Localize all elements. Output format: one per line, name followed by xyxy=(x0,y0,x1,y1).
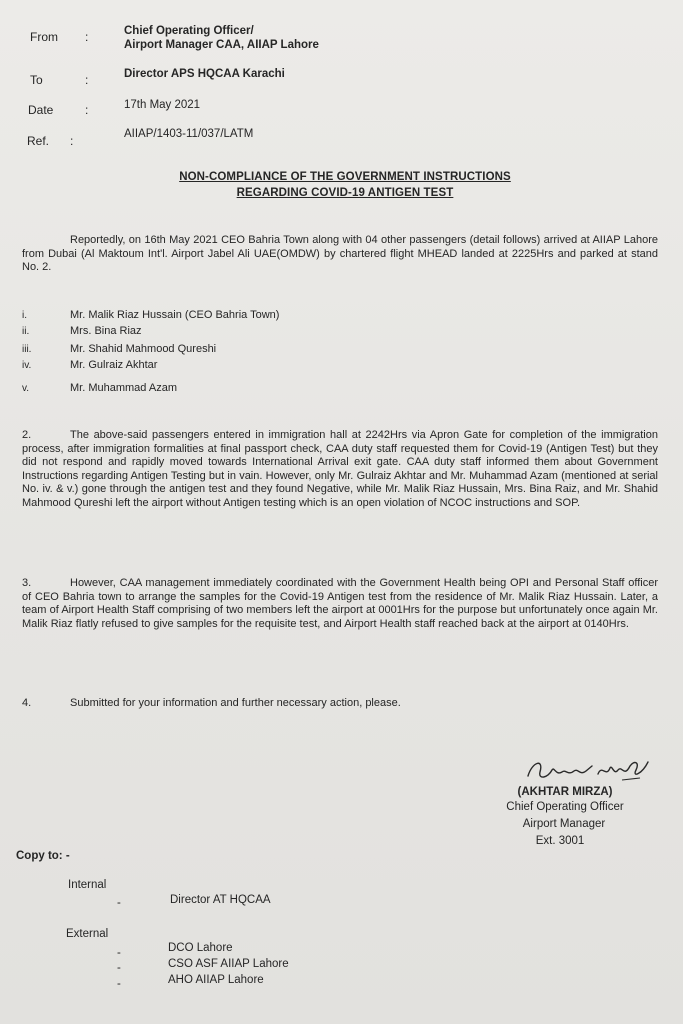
handwritten-signature xyxy=(522,752,657,788)
paragraph-3-number: 3. xyxy=(22,577,32,589)
date-value: 17th May 2021 xyxy=(124,99,201,111)
ref-colon: : xyxy=(70,134,74,148)
from-line-2: Airport Manager CAA, AIIAP Lahore xyxy=(124,39,319,51)
subject-line-2: REGARDING COVID-19 ANTIGEN TEST xyxy=(236,187,454,199)
from-line-1: Chief Operating Officer/ xyxy=(124,25,254,37)
paragraph-2: The above-said passengers entered in immigration hall at 2242Hrs via Apron Gate for completion of the immigration process, after immigration formalities at final passport check, CAA duty staff requested them for Covid-19 (Antigen Test) but they did not respond and rapidly moved towards International Arrival exit gate. CAA duty staff informed them about Government Instructions regarding Antigen Testing but in vain. However, only Mr. Gulraiz Akhtar and Mr. Muhammad Azam (mentioned at serial No. iv. & v.) gone through the antigen test and they found Negative, while Mr. Malik Riaz Hussain, Mrs. Bina Raiz, and Mr. Shahid Mahmood Qureshi left the airport without Antigen testing which is an open violation of NCOC instructions and SOP. xyxy=(22,429,658,509)
from-colon: : xyxy=(85,30,89,44)
list-item-number: v. xyxy=(22,383,30,394)
list-item: Mr. Gulraiz Akhtar xyxy=(70,359,158,371)
external-recipient: DCO Lahore xyxy=(168,942,233,954)
paragraph-4-number: 4. xyxy=(22,697,32,709)
to-value: Director APS HQCAA Karachi xyxy=(124,68,285,80)
internal-label: Internal xyxy=(68,879,107,891)
copy-to-label: Copy to: - xyxy=(16,850,70,862)
paragraph-4: Submitted for your information and further necessary action, please. xyxy=(70,697,401,709)
list-item: Mrs. Bina Riaz xyxy=(70,325,142,337)
paragraph-3: However, CAA management immediately coordinated with the Government Health being OPI and Personal Staff officer of CEO Bahria town to arrange the samples for the Covid-19 Antigen test from the residence of Mr. Malik Riaz Hussain. Later, a team of Airport Health Staff comprising of two members left the airport at 0001Hrs for the purpose but unfortunately once again Mr. Malik Riaz flatly refused to give samples for the requisite test, and Airport Health staff reached back at the airport at 0140Hrs. xyxy=(22,577,658,630)
list-bullet: - xyxy=(117,978,121,990)
list-item: Mr. Shahid Mahmood Qureshi xyxy=(70,343,217,355)
list-bullet: - xyxy=(117,897,121,909)
external-recipient: CSO ASF AIIAP Lahore xyxy=(168,958,289,970)
signatory-name: (AKHTAR MIRZA) xyxy=(517,786,613,798)
date-label: Date xyxy=(28,103,54,117)
list-item-number: iii. xyxy=(22,344,32,355)
to-colon: : xyxy=(85,73,89,87)
to-label: To xyxy=(30,73,43,87)
from-label: From xyxy=(30,30,58,44)
date-colon: : xyxy=(85,103,89,117)
signatory-position: Airport Manager xyxy=(522,818,606,830)
paragraph-1: Reportedly, on 16th May 2021 CEO Bahria Town along with 04 other passengers (detail follows) arrived at AIIAP Lahore from Dubai (Al Maktoum Int'l. Airport Jabel Ali UAE(OMDW) by chartered flight MHEAD landed at 2225Hrs and parked at stand No. 2. xyxy=(22,234,658,274)
ref-value: AIIAP/1403-11/037/LATM xyxy=(124,128,254,140)
list-item-number: ii. xyxy=(22,326,30,337)
list-bullet: - xyxy=(117,947,121,959)
list-item-number: i. xyxy=(22,310,27,321)
internal-recipient: Director AT HQCAA xyxy=(170,894,271,906)
external-label: External xyxy=(66,928,109,940)
paragraph-2-number: 2. xyxy=(22,429,32,441)
ref-label: Ref. xyxy=(27,134,50,148)
external-recipient: AHO AIIAP Lahore xyxy=(168,974,264,986)
list-item-number: iv. xyxy=(22,360,32,371)
signatory-extension: Ext. 3001 xyxy=(535,835,585,847)
signatory-title: Chief Operating Officer xyxy=(506,801,624,813)
list-bullet: - xyxy=(117,962,121,974)
list-item: Mr. Muhammad Azam xyxy=(70,382,177,394)
list-item: Mr. Malik Riaz Hussain (CEO Bahria Town) xyxy=(70,309,280,321)
subject-line-1: NON-COMPLIANCE OF THE GOVERNMENT INSTRUCTIONS xyxy=(179,171,511,183)
